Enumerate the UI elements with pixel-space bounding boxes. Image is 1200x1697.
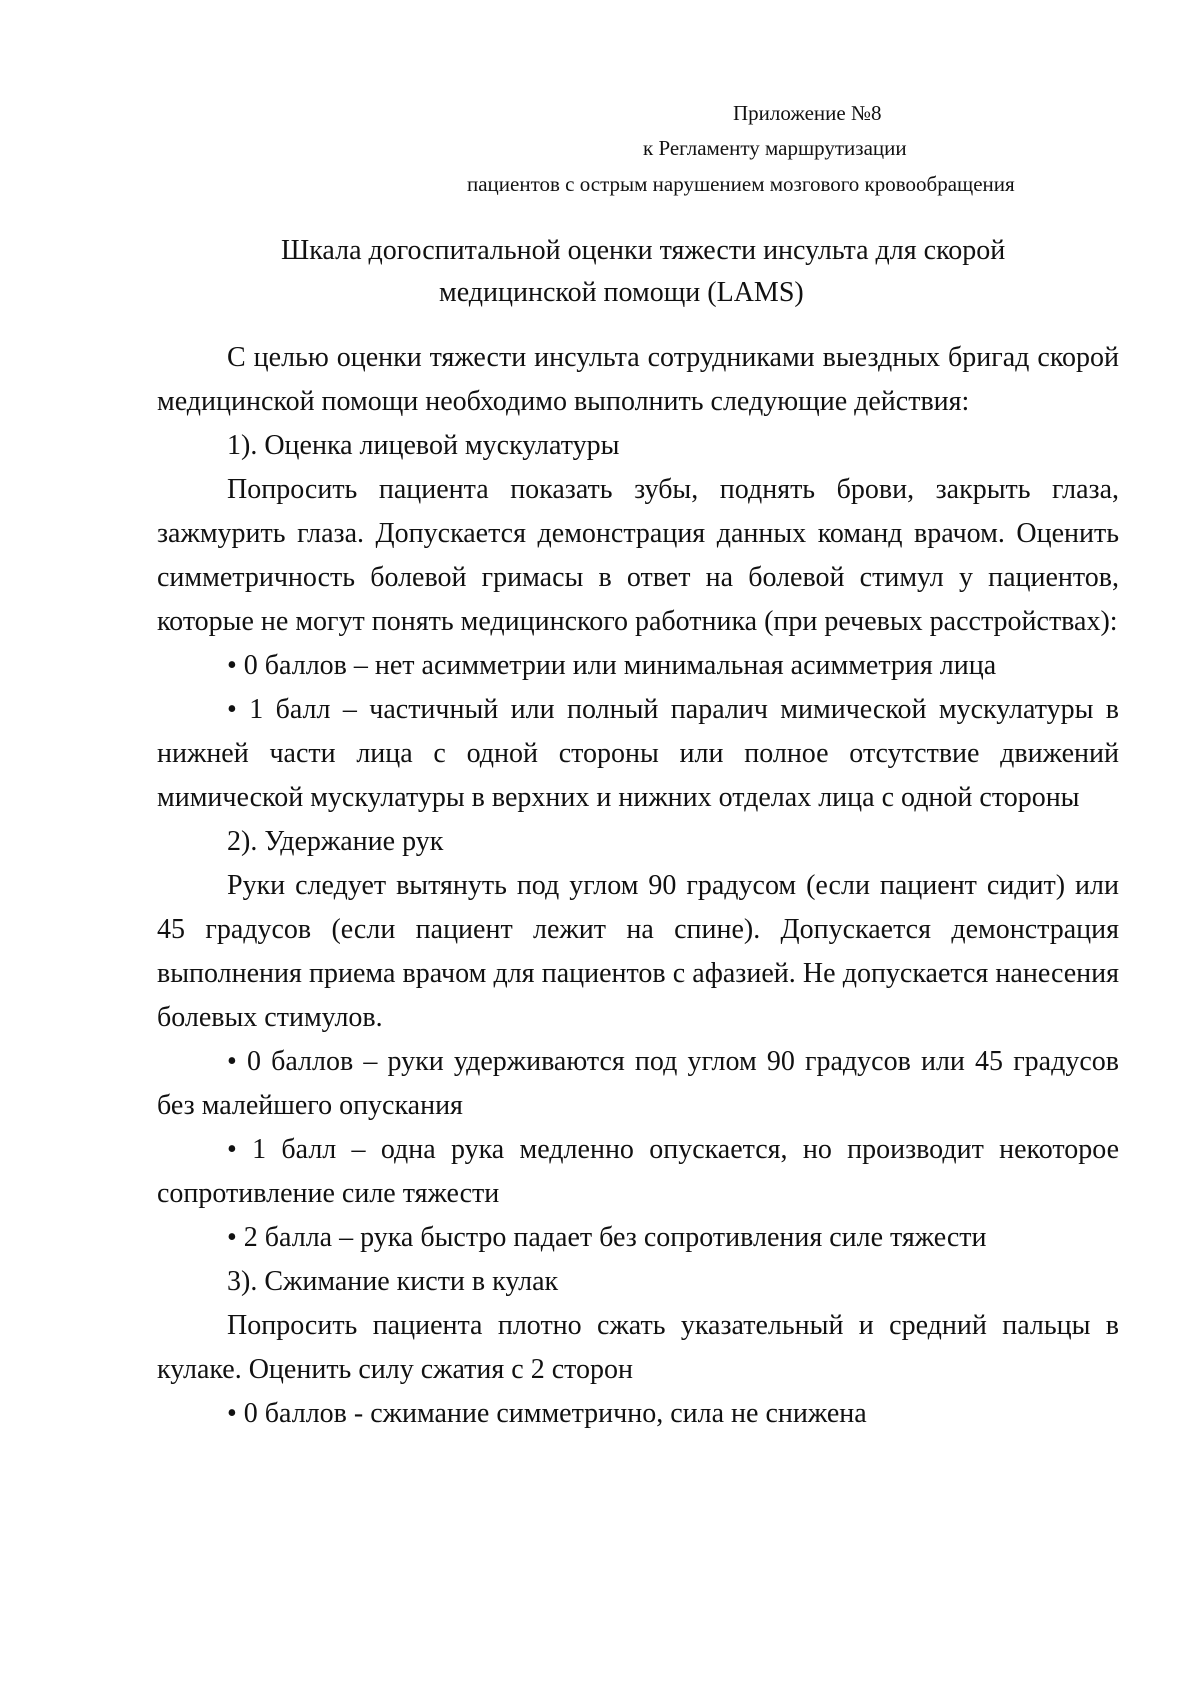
appendix-subject: пациентов с острым нарушением мозгового кровообращения	[467, 172, 1015, 196]
grip-score-0: • 0 баллов - сжимание симметрично, сила не снижена	[227, 1398, 867, 1429]
section-heading-grip: 3). Сжимание кисти в кулак	[227, 1266, 559, 1297]
face-score-1: • 1 балл – частичный или полный паралич мимической мускулатуры в нижней части лица с одной стороны или полное отсутствие движений мимической мускулатуры в верхних и нижних отделах лица с одной стороны	[157, 694, 1119, 813]
face-score-0: • 0 баллов – нет асимметрии или минимальная асимметрия лица	[227, 650, 997, 681]
arms-instructions: Руки следует вытянуть под углом 90 градусом (если пациент сидит) или 45 градусов (если пациент лежит на спине). Допускается демонстрация выполнения приема врачом для пациентов с афазией. Не допускается нанесения болевых стимулов.	[157, 870, 1119, 1033]
section-heading-face: 1). Оценка лицевой мускулатуры	[227, 430, 620, 461]
arms-score-1: • 1 балл – одна рука медленно опускается, но производит некоторое сопротивление силе тяжести	[157, 1134, 1119, 1209]
intro-paragraph: С целью оценки тяжести инсульта сотрудниками выездных бригад скорой медицинской помощи необходимо выполнить следующие действия:	[157, 342, 1119, 417]
section-heading-arms: 2). Удержание рук	[227, 826, 444, 857]
arms-score-2: • 2 балла – рука быстро падает без сопротивления силе тяжести	[227, 1222, 987, 1253]
appendix-reference: к Регламенту маршрутизации	[643, 136, 907, 160]
grip-instructions: Попросить пациента плотно сжать указательный и средний пальцы в кулаке. Оценить силу сжатия с 2 сторон	[157, 1310, 1119, 1385]
document-body	[157, 336, 1119, 1436]
title-line-2: медицинской помощи (LAMS)	[439, 277, 804, 308]
face-instructions: Попросить пациента показать зубы, поднять брови, закрыть глаза, зажмурить глаза. Допускается демонстрация данных команд врачом. Оценить симметричность болевой гримасы в ответ на болевой стимул у пациентов, которые не могут понять медицинского работника (при речевых расстройствах):	[157, 474, 1119, 637]
arms-score-0: • 0 баллов – руки удерживаются под углом 90 градусов или 45 градусов без малейшего опускания	[157, 1046, 1119, 1121]
title-line-1: Шкала догоспитальной оценки тяжести инсульта для скорой	[281, 235, 1006, 266]
appendix-number: Приложение №8	[733, 101, 882, 125]
